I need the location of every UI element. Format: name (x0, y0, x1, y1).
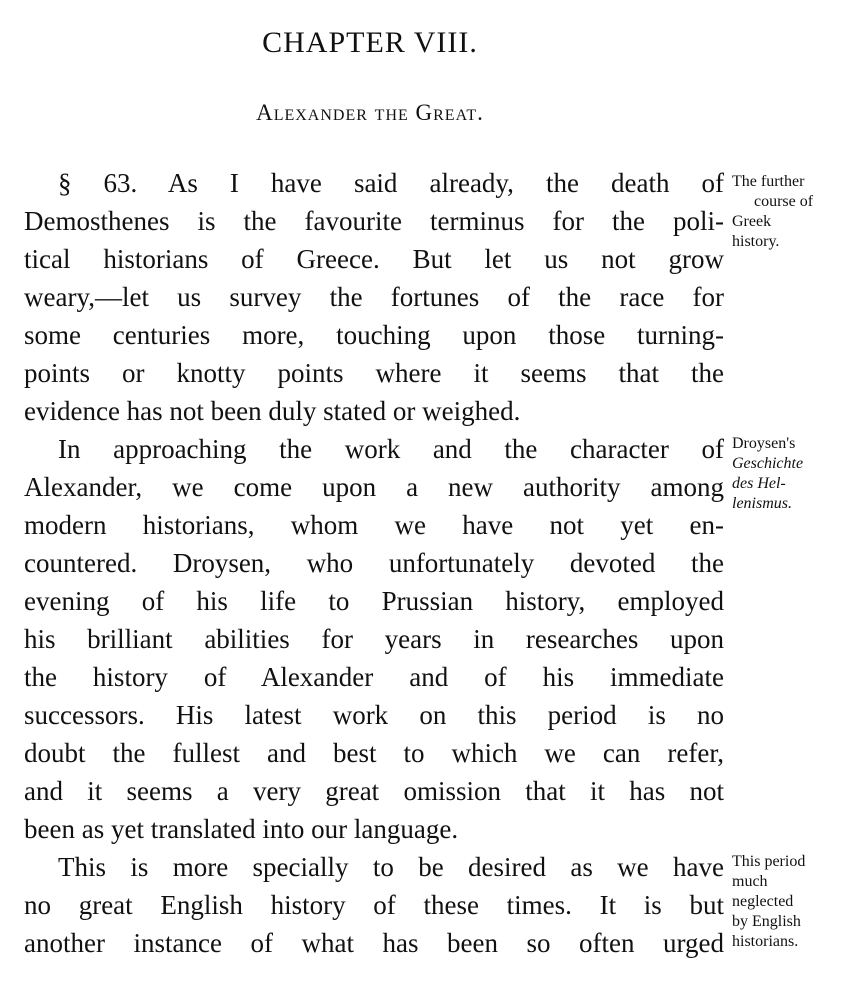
margin-line (732, 454, 854, 474)
text-line: Alexander, we come upon a new authority among (24, 472, 724, 502)
text-line: and it seems a very great omission that it has not (24, 776, 724, 806)
margin-line: history. (732, 233, 780, 250)
paragraph-3 (24, 848, 724, 962)
text-line: tical historians of Greece. But let us not grow (24, 244, 724, 274)
margin-line-italic: des Hel- (732, 475, 786, 492)
margin-line: neglected (732, 893, 794, 910)
text-line: some centuries more, touching upon those turning- (24, 320, 724, 350)
paragraph-2 (24, 430, 724, 848)
chapter-heading: CHAPTER VIII. (262, 26, 478, 59)
text-line: no great English history of these times. It is but (24, 890, 724, 920)
margin-line-italic: Geschichte (732, 455, 804, 472)
text-line: points or knotty points where it seems that the (24, 358, 724, 388)
chapter-title: Alexander the Great. (256, 100, 484, 125)
margin-line: The further (732, 173, 805, 190)
text-line: Demosthenes is the favourite terminus for the poli- (24, 206, 724, 236)
text-line: weary,—let us survey the fortunes of the race for (24, 282, 724, 312)
text-line: successors. His latest work on this period is no (24, 700, 724, 730)
text-line: modern historians, whom we have not yet en- (24, 510, 724, 540)
margin-line: much (732, 873, 768, 890)
text-line: This is more specially to be desired as we have (58, 852, 724, 882)
text-line: the history of Alexander and of his immediate (24, 662, 724, 692)
text-line: countered. Droysen, who unfortunately devoted the (24, 548, 724, 578)
margin-line: historians. (732, 933, 799, 950)
text-line: his brilliant abilities for years in researches upon (24, 624, 724, 654)
paragraph-1 (24, 164, 724, 430)
margin-line: Greek (732, 213, 772, 230)
margin-line: This period (732, 853, 806, 870)
text-line: In approaching the work and the character of (58, 434, 724, 464)
body-text (24, 164, 724, 962)
margin-line: by English (732, 913, 801, 930)
marginal-note-3 (732, 852, 854, 952)
margin-line: Droysen's (732, 435, 796, 452)
text-line: evening of his life to Prussian history, employed (24, 586, 724, 616)
marginal-note-2 (732, 434, 854, 514)
margin-line: course of (754, 193, 814, 210)
margin-line-italic: lenismus. (732, 495, 792, 512)
text-line: another instance of what has been so often urged (24, 928, 724, 958)
margin-line (732, 474, 854, 494)
text-line: doubt the fullest and best to which we can refer, (24, 738, 724, 768)
text-line: § 63. As I have said already, the death of (58, 168, 724, 198)
text-line: evidence has not been duly stated or weighed. (24, 396, 521, 426)
text-line: been as yet translated into our language. (24, 814, 459, 844)
margin-line (732, 494, 854, 514)
marginal-note-1 (732, 172, 854, 252)
